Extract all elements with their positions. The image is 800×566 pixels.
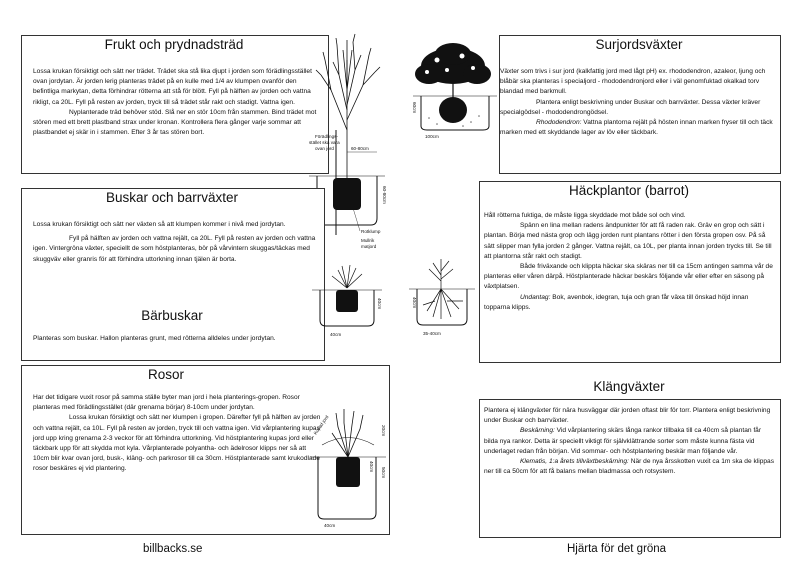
- buskar-p1: Lossa krukan försiktigt och sätt ner växten så att klumpen kommer i nivå med jordytan.: [33, 221, 286, 228]
- buskar-title: Buskar och barrväxter: [105, 190, 239, 205]
- surjord-p2: Plantera enligt beskrivning under Buskar och barrväxter. Dessa växter kräver specialgödsel - rhododendrongödsel.: [500, 98, 761, 116]
- footer-left: billbacks.se: [143, 543, 203, 555]
- klang-text: [484, 406, 776, 477]
- tree-soil-label-2: matjord: [361, 244, 377, 249]
- hack-title: Häckplantor (barrot): [568, 183, 690, 198]
- klang-title: Klängväxter: [479, 379, 779, 394]
- frukt-p2: Nyplanterade träd behöver stöd. Slå ner en stör 10cm från stammen. Bind trädet mot stören med ett brett plastband strax under kronan. Kontrollera flera gånger varje sommar att plastbandet ej skär in i stammen. Efter 3 år tas stören bort.: [33, 108, 317, 137]
- barbuskar-text: [33, 334, 323, 344]
- klang-p3: [484, 457, 776, 477]
- rhodo-illustration: [407, 38, 499, 163]
- ros-illustration: [308, 405, 388, 530]
- hack-text: [484, 211, 776, 313]
- tree-clump-label: Rotklump: [361, 229, 381, 234]
- surjord-p1: Växter som trivs i sur jord (kalkfattig jord med lågt pH) ex. rhododendron, azaleor, ljung och blåbär ska planteras i specialjord - rhododendronjord eller i väl genomfuktad okalkad torv blandad med barkmull.: [500, 68, 766, 96]
- surjord-p3: [500, 118, 775, 138]
- surjord-text: [500, 67, 775, 138]
- ros-depth-label: 50cm: [381, 467, 386, 479]
- rhodo-width-label: 100cm: [425, 134, 439, 139]
- buskar-p2: Fyll på hälften av jorden och vattna rejält, ca 20L. Fyll på resten av jorden och vattna igen. Vintergröna växter, speciellt de som höstplanteras, bör på vårvintern skuggas/täckas med skuggväv eller granris för att förhindra uttorkning innan tjälen är borta.: [33, 235, 316, 263]
- tree-root-ball: [333, 178, 361, 210]
- frukt-text: [33, 67, 323, 138]
- buske-depth-label: 40cm: [377, 298, 382, 310]
- barbuskar-title: Bärbuskar: [141, 308, 203, 323]
- tree-graft-label-1: Förädlings-: [315, 134, 338, 139]
- klang-p2-em: Beskärning:: [520, 427, 555, 435]
- klang-p3-em: Klematis, 1:a årets tillväxtbeskärning:: [520, 458, 629, 466]
- hack-p4: [484, 293, 776, 313]
- frukt-title: Frukt och prydnadsträd: [104, 37, 244, 52]
- hack-illustration: [405, 255, 479, 340]
- buskar-text: [33, 220, 323, 265]
- rosor-p1: Har det tidigare vuxit rosor på samma ställe byter man jord i hela planterings-gropen. Rosor planteras med förädlingsstället (där grenarna börjar) 8-10cm under jordytan.: [33, 394, 300, 412]
- klang-p3-text: När de nya årsskotten vuxit ca 1m ska de klippas ner till ca 50cm för att få balans mellan bladmassa och rotsystem.: [484, 458, 774, 476]
- tree-graft-label-2: stället ska vara: [309, 140, 340, 145]
- hack-width-label: 35-40cm: [423, 331, 441, 336]
- hack-p1: Håll rötterna fuktiga, de måste ligga skyddade mot både sol och vind.: [484, 212, 686, 219]
- ros-kupad-label: Kupad jord: [312, 414, 330, 436]
- surjord-title: Surjordsväxter: [595, 37, 683, 52]
- klang-p2-text: Vid vårplantering skärs långa rankor tillbaka till ca 40cm så plantan får bilda nya rankor. Detta är speciellt viktigt för självklättrande sorter som måste kunna fästa vid underlaget redan från början. Vid sommar- och höstplantering beskär man följande vår.: [484, 427, 762, 455]
- ros-top-label: 20cm: [381, 425, 386, 437]
- hack-p2: Spänn en lina mellan radens ändpunkter för att få raden rak. Gräv en grop och sätt i plantan. Börja med nästa grop och lägg jorden runt plantans rötter i den första gropen osv. På så sätt slipper man fylla jorden 2 gånger. Vattna rejält, ca 10L, per planta innan jorden trycks till. Se till att plantorna står rakt och stadigt.: [484, 222, 772, 260]
- ros-width-label: 40cm: [324, 523, 336, 528]
- tree-width-label: 60-80cm: [351, 146, 369, 151]
- tree-soil-label-1: Mullrik: [361, 238, 375, 243]
- rhodo-depth-label: 60cm: [412, 102, 417, 114]
- hack-depth-label: 40cm: [412, 297, 417, 309]
- tree-depth-label: 60-80cm: [382, 186, 387, 204]
- rosor-text: [33, 393, 321, 475]
- surjord-p3-text: Vattna plantorna rejält på hösten innan marken fryser till och täck marken med ett skyddande lager av löv eller täckbark.: [500, 119, 773, 137]
- klang-p1: Plantera ej klängväxter för nära husväggar där jorden oftast blir för torr. Plantera enligt beskrivning under Buskar och barrväxter.: [484, 407, 771, 425]
- hack-p3: Både friväxande och klippta häckar ska skäras ner till ca 15cm antingen samma vår de planteras eller våren därpå. Höstplanterade häckar beskärs följande vår eller efter en säsong på växtplatsen.: [484, 263, 773, 291]
- frukt-p1: Lossa krukan försiktigt och sätt ner trädet. Trädet ska stå lika djupt i jorden som förädlingsstället ovan jordytan. Är jorden lerig planteras trädet på en kulle med 1/4 av klumpen ovanför den befintliga markytan, detta förhindrar rötterna att stå för blött. Fyll på hälften av jorden och vattna rikligt, ca 20L. Fyll på resten av jorden, tryck till så trädet står rakt och stadigt. Vattna igen.: [33, 68, 312, 106]
- surjord-p3-em: Rhododendron:: [536, 119, 582, 127]
- rosor-p2: Lossa krukan försiktigt och sätt ner klumpen i gropen. Därefter fyll på hälften av jorden och vattna rejält, ca 10L. Fyll på resten av jorden, tryck till och vattna igen. Vid vårplantering kupas jord upp kring grenarna 2-3 veckor för att förhindra uttorkning. Vid höstplantering kupas jord eller täckbark upp för att skydda mot kyla. Vårplanterade polyantha- och ädelrosor klipps ner så att 10cm blir kvar ovan jord, busk-, kläng- och parkrosor till ca 30cm. Höstplanterade samt krukodlade rosor beskäres ej vid plantering.: [33, 414, 321, 473]
- hack-p4-text: Bok, avenbok, idegran, tuja och gran får växa till önskad höjd innan topparna klipps.: [484, 293, 749, 311]
- hack-p4-em: Undantag:: [520, 293, 551, 301]
- tree-graft-label-3: ovan jord: [315, 146, 334, 151]
- buske-width-label: 40cm: [330, 332, 342, 337]
- footer-right: Hjärta för det gröna: [567, 543, 667, 555]
- klang-p2: [484, 426, 776, 457]
- rosor-title: Rosor: [147, 367, 184, 382]
- buske-illustration: [312, 260, 382, 340]
- barbuskar-p1: Planteras som buskar. Hallon planteras grunt, med rötterna alldeles under jordytan.: [33, 335, 276, 342]
- ros-mid-label: 40cm: [369, 461, 374, 473]
